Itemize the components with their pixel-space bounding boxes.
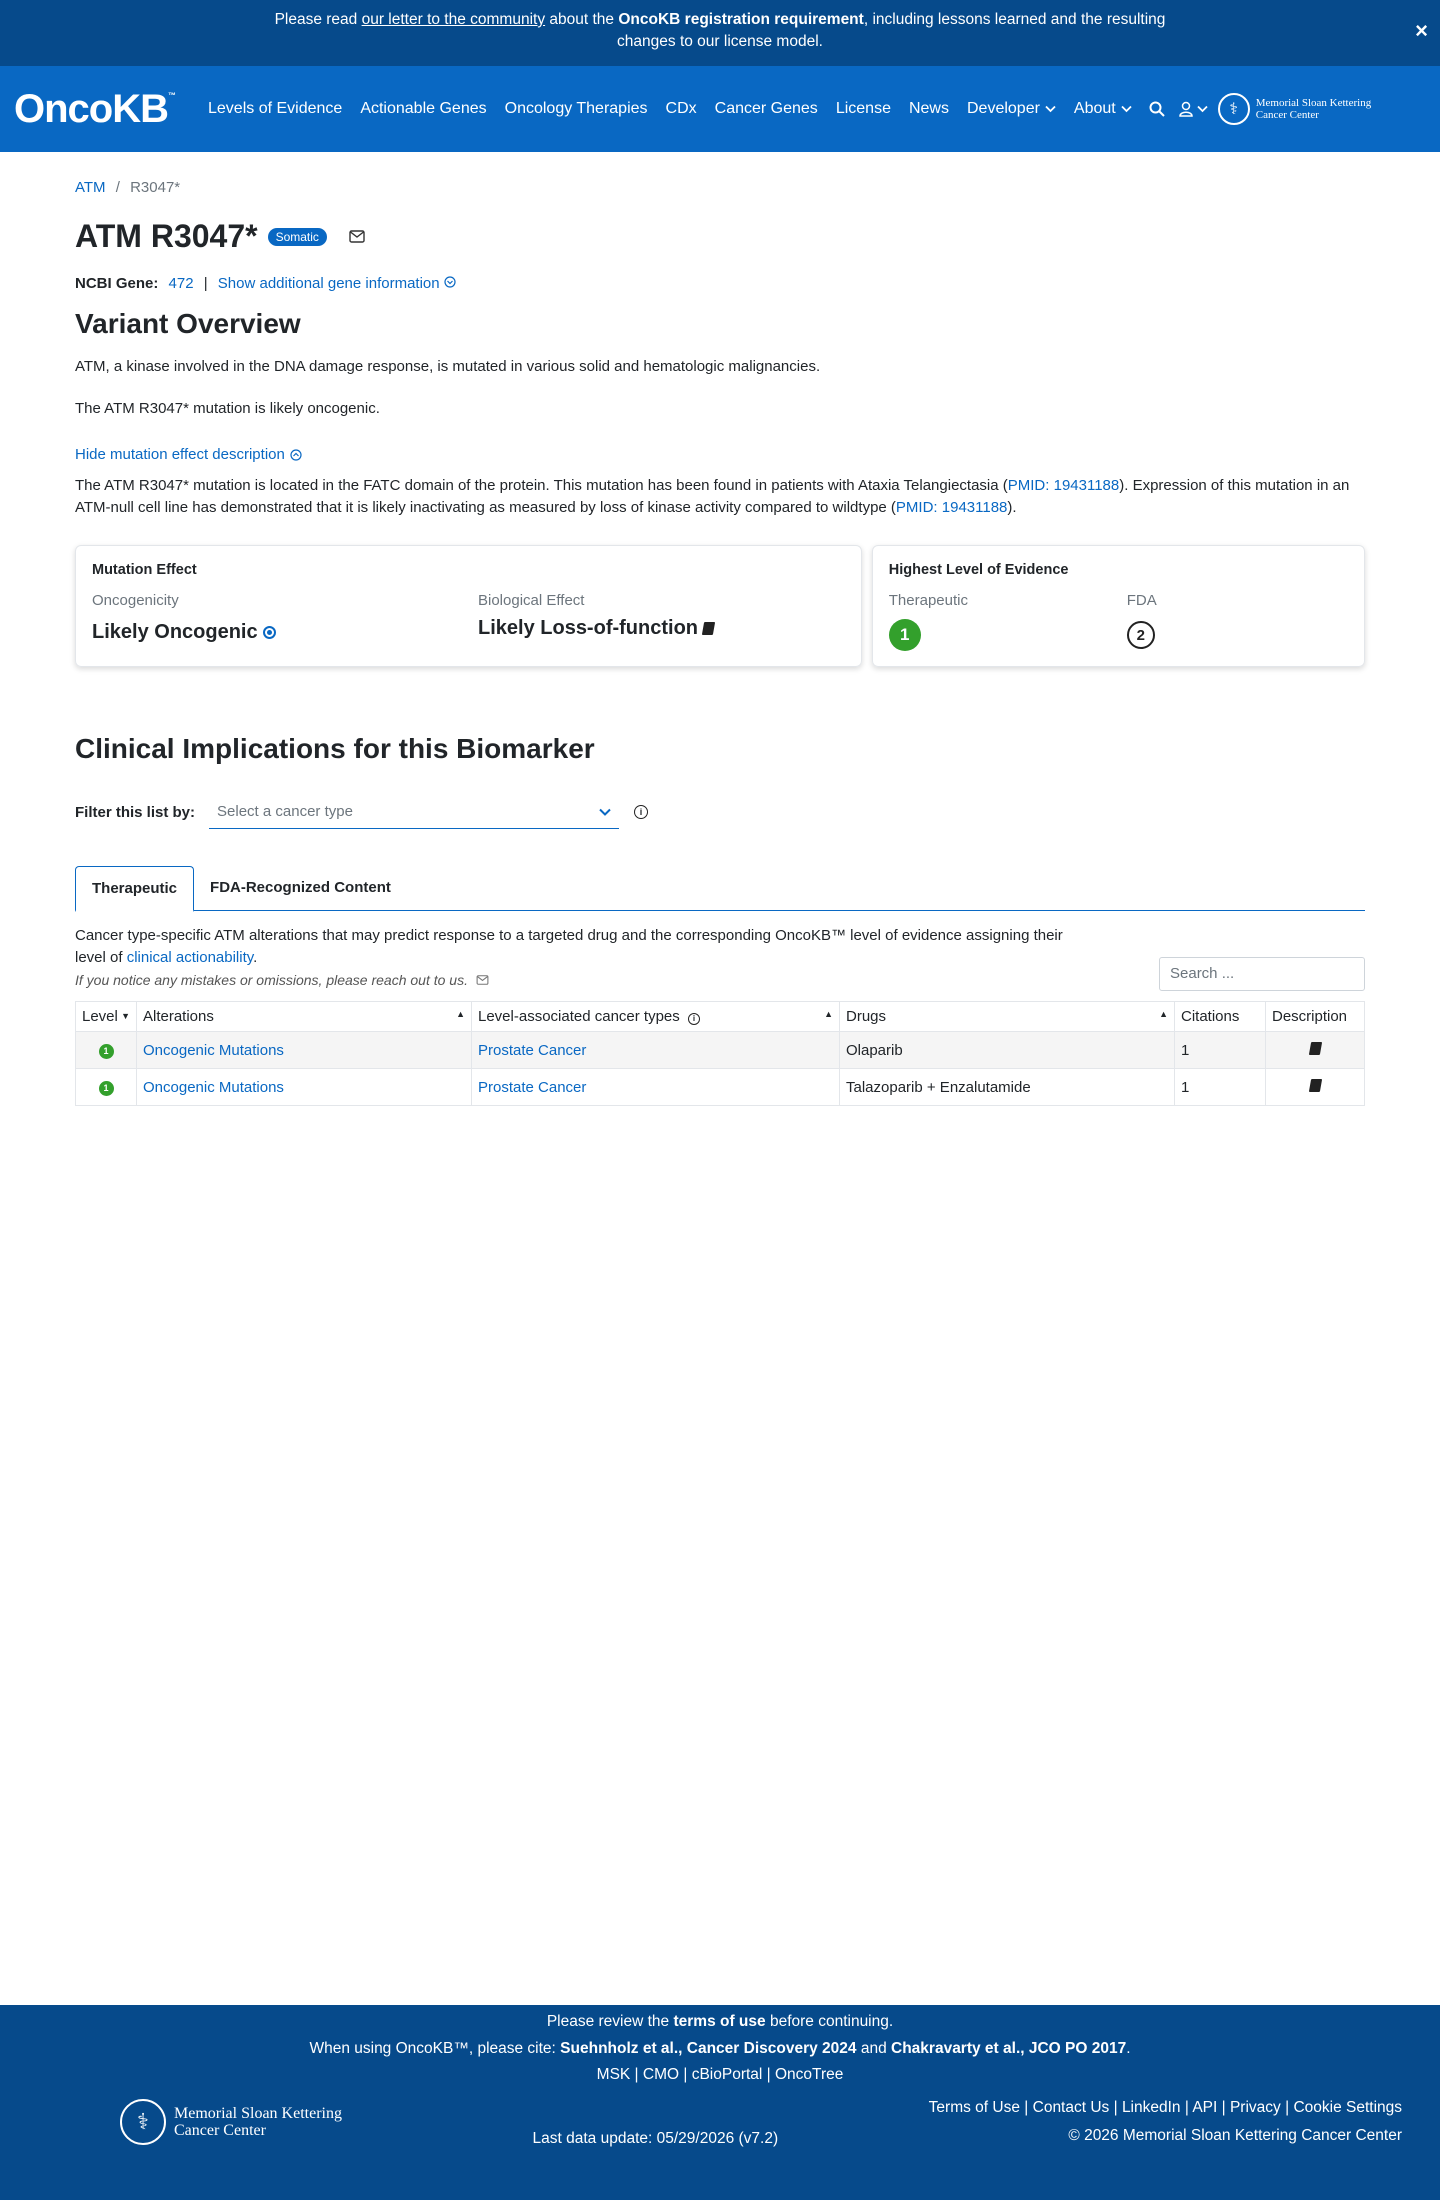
citation-link[interactable]: Suehnholz et al., Cancer Discovery 2024	[560, 2040, 857, 2057]
clinical-actionability-link[interactable]: clinical actionability	[126, 949, 254, 966]
footer-link-privacy[interactable]: Privacy	[1229, 2099, 1281, 2116]
column-header-drugs[interactable]: Drugs ▲	[840, 1002, 1175, 1032]
chevron-down-icon	[1121, 105, 1132, 113]
somatic-badge: Somatic	[268, 228, 327, 246]
footer-link-cookie-settings[interactable]: Cookie Settings	[1293, 2099, 1402, 2116]
variant-overview-heading: Variant Overview	[75, 308, 301, 339]
page-title: ATM R3047*	[75, 218, 258, 254]
biological-effect-value: Likely Loss-of-function	[478, 617, 698, 639]
nav-actionable-genes[interactable]: Actionable Genes	[360, 100, 487, 117]
oncokb-logo[interactable]: OncoKB ™	[14, 86, 175, 131]
nav-cdx[interactable]: CDx	[665, 100, 697, 117]
close-icon[interactable]: ×	[1415, 18, 1428, 43]
footer-link-oncotree[interactable]: OncoTree	[775, 2066, 844, 2083]
chevron-down-icon	[599, 808, 611, 816]
breadcrumb-gene-link[interactable]: ATM	[75, 179, 106, 196]
nav-oncology-therapies[interactable]: Oncology Therapies	[504, 100, 648, 117]
column-header-description: Description	[1266, 1002, 1365, 1032]
tab-therapeutic[interactable]: Therapeutic	[75, 866, 194, 912]
pmid-link[interactable]: PMID: 19431188	[1007, 477, 1120, 494]
top-navbar	[0, 66, 1440, 152]
ncbi-gene-link[interactable]: 472	[168, 275, 194, 292]
user-icon	[1179, 101, 1193, 117]
nav-levels-of-evidence[interactable]: Levels of Evidence	[208, 100, 343, 117]
nav-news[interactable]: News	[908, 100, 949, 117]
gene-summary: ATM, a kinase involved in the DNA damage response, is mutated in various solid and hematologic malignancies.	[75, 358, 821, 375]
book-icon[interactable]	[1308, 1079, 1321, 1092]
copyright: © 2026 Memorial Sloan Kettering Cancer Center	[1068, 2127, 1402, 2144]
column-header-alterations[interactable]: Alterations ▲	[137, 1002, 472, 1032]
citation-link[interactable]: Chakravarty et al., JCO PO 2017	[891, 2040, 1127, 2057]
footer-link-terms[interactable]: Terms of Use	[928, 2099, 1020, 2116]
alteration-link[interactable]: Oncogenic Mutations	[143, 1078, 284, 1096]
level-1-icon[interactable]: 1	[99, 1081, 114, 1096]
pmid-link[interactable]: PMID: 19431188	[895, 499, 1008, 516]
footer-msk-logo[interactable]: ⚕ Memorial Sloan Kettering Cancer Center	[120, 2099, 342, 2145]
cancer-type-link[interactable]: Prostate Cancer	[478, 1041, 587, 1059]
alteration-link[interactable]: Oncogenic Mutations	[143, 1041, 284, 1059]
clinical-tabs	[75, 865, 1365, 911]
mutation-effect-description: The ATM R3047* mutation is located in the FATC domain of the protein. This mutation has been found in patients with Ataxia Telangiectasia (PMID: 19431188). Expression of this mutation in an ATM-null cell line has demonstrated that it is likely inactivating as measured by loss of kinase activity compared to wildtype (PMID: 19431188).	[75, 477, 1350, 516]
tab-fda-recognized-content[interactable]: FDA-Recognized Content	[210, 878, 391, 896]
footer-link-contact[interactable]: Contact Us	[1032, 2099, 1110, 2116]
terms-link[interactable]: terms of use	[673, 2013, 766, 2030]
therapeutic-level-icon[interactable]: 1	[889, 619, 921, 651]
feedback-note: If you notice any mistakes or omissions, please reach out to us.	[75, 969, 1115, 991]
table-row	[76, 1032, 1365, 1069]
footer-link-api[interactable]: API	[1192, 2099, 1218, 2116]
nav-cancer-genes[interactable]: Cancer Genes	[714, 100, 818, 117]
oncogenic-target-icon	[263, 626, 276, 639]
book-icon[interactable]	[1308, 1042, 1321, 1055]
cancer-type-select[interactable]: Select a cancer type	[209, 795, 619, 829]
announcement-banner: Please read our letter to the community about the OncoKB registration requirement, including lessons learned and the resulting changes to our license model. ×	[0, 0, 1440, 66]
mail-icon[interactable]	[476, 975, 489, 985]
info-icon[interactable]: i	[634, 805, 648, 819]
therapeutic-table	[75, 1001, 1365, 1106]
chevron-circle-down-icon	[444, 276, 456, 288]
community-letter-link[interactable]: our letter to the community	[361, 11, 546, 28]
book-icon[interactable]	[702, 622, 715, 635]
footer-link-cbioportal[interactable]: cBioPortal	[691, 2066, 763, 2083]
breadcrumb: ATM / R3047*	[75, 179, 181, 196]
footer-link-msk[interactable]: MSK	[596, 2066, 631, 2083]
citations-cell[interactable]: 1	[1175, 1032, 1266, 1069]
footer-legal-links: Terms of Use | Contact Us | LinkedIn | API | Privacy | Cookie Settings	[928, 2099, 1402, 2116]
table-search-input[interactable]: Search ...	[1159, 957, 1365, 991]
chevron-down-icon	[1197, 105, 1208, 113]
fda-level-icon[interactable]: 2	[1127, 621, 1155, 649]
msk-emblem-icon: ⚕	[1218, 93, 1250, 125]
msk-logo[interactable]: ⚕ Memorial Sloan Kettering Cancer Center	[1218, 93, 1371, 125]
drug-cell: Talazoparib + Enzalutamide	[840, 1069, 1175, 1106]
table-row	[76, 1069, 1365, 1106]
mail-icon[interactable]	[349, 230, 365, 243]
user-menu[interactable]	[1179, 101, 1208, 117]
column-header-citations[interactable]: Citations	[1175, 1002, 1266, 1032]
nav-about-dropdown[interactable]: About	[1065, 100, 1141, 118]
nav-developer-dropdown[interactable]: Developer	[958, 100, 1065, 118]
info-icon[interactable]: i	[688, 1013, 700, 1025]
oncogenicity-value: Likely Oncogenic	[92, 621, 258, 643]
variant-summary: The ATM R3047* mutation is likely oncogenic.	[75, 400, 380, 417]
footer	[0, 2005, 1440, 2200]
cancer-type-link[interactable]: Prostate Cancer	[478, 1078, 587, 1096]
clinical-implications-heading: Clinical Implications for this Biomarker	[75, 733, 595, 764]
footer-partner-links: MSK | CMO | cBioPortal | OncoTree	[596, 2066, 844, 2083]
column-header-cancer-types[interactable]: Level-associated cancer types i ▲	[472, 1002, 840, 1032]
msk-emblem-icon: ⚕	[120, 2099, 166, 2145]
citations-cell[interactable]: 1	[1175, 1069, 1266, 1106]
chevron-circle-up-icon	[290, 449, 302, 461]
show-gene-info-toggle[interactable]: Show additional gene information	[218, 275, 456, 292]
nav-license[interactable]: License	[835, 100, 891, 117]
chevron-down-icon	[1045, 105, 1056, 113]
drug-cell: Olaparib	[840, 1032, 1175, 1069]
search-icon[interactable]	[1149, 101, 1165, 117]
hide-mutation-effect-toggle[interactable]: Hide mutation effect description	[75, 446, 302, 463]
terms-notice: Please review the terms of use before continuing.	[546, 2013, 894, 2030]
footer-link-cmo[interactable]: CMO	[642, 2066, 680, 2083]
highest-level-card: Highest Level of Evidence Therapeutic 1 FDA 2	[872, 545, 1365, 667]
ncbi-gene-row: NCBI Gene: 472 | Show additional gene information	[75, 275, 1365, 292]
level-1-icon[interactable]: 1	[99, 1044, 114, 1059]
breadcrumb-variant: R3047*	[130, 179, 181, 196]
last-data-update: Last data update: 05/29/2026 (v7.2)	[532, 2130, 779, 2147]
column-header-level[interactable]: Level ▼	[76, 1002, 137, 1032]
mutation-effect-card: Mutation Effect Oncogenicity Likely Oncogenic Biological Effect Likely Loss-of-function	[75, 545, 862, 667]
footer-link-linkedin[interactable]: LinkedIn	[1121, 2099, 1181, 2116]
citation-notice: When using OncoKB™, please cite: Suehnholz et al., Cancer Discovery 2024 and Chakravarty et al., JCO PO 2017.	[309, 2040, 1131, 2057]
